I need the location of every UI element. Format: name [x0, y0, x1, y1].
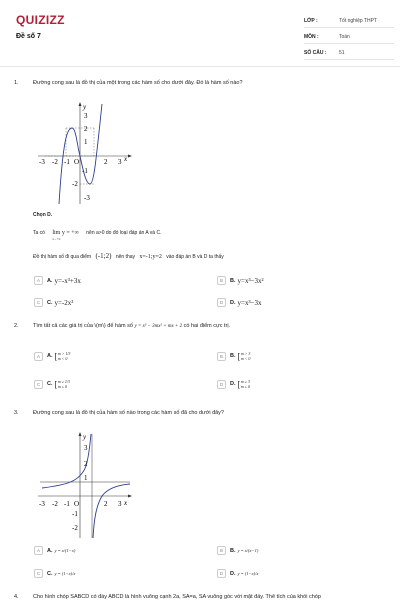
svg-text:-2: -2 — [72, 524, 78, 532]
q1-option-a[interactable]: A A. y=-x³+3x — [34, 275, 81, 286]
q3-option-a[interactable]: A A. y = x/(1−x) — [34, 545, 75, 556]
q3-option-b[interactable]: B B. y = x/(x−1) — [217, 545, 258, 556]
option-box: B — [217, 276, 226, 285]
meta-row-subject: MÔN : Toán — [304, 31, 394, 44]
option-box: A — [34, 276, 43, 285]
option-box: D — [217, 380, 226, 389]
option-box: D — [217, 569, 226, 578]
q3-option-d[interactable]: D D. y = (1−x)/x — [217, 568, 258, 579]
svg-text:3: 3 — [118, 158, 122, 166]
svg-text:3: 3 — [84, 444, 88, 452]
q3-y-label: y — [83, 433, 87, 441]
q1-option-b[interactable]: B B. y=x³−3x² — [217, 275, 264, 286]
svg-text:-2: -2 — [52, 500, 58, 508]
option-box: A — [34, 352, 43, 361]
meta-row-count: SỐ CÂU : 51 — [304, 47, 394, 60]
svg-text:3: 3 — [84, 112, 88, 120]
svg-text:2: 2 — [104, 158, 108, 166]
question-text: Đường cong sau là đồ thị của một trong các hàm số cho dưới đây. Đó là hàm số nào? — [33, 80, 243, 86]
svg-text:-2: -2 — [52, 158, 58, 166]
option-box: B — [217, 546, 226, 555]
q3-hyperbola-graph — [36, 430, 136, 540]
svg-text:-3: -3 — [84, 194, 90, 202]
quizizz-logo: QUIZIZZ — [16, 13, 65, 27]
svg-text:2: 2 — [84, 460, 88, 468]
svg-text:1: 1 — [84, 138, 88, 146]
q3-x-label: x — [124, 499, 128, 507]
exam-meta — [304, 15, 394, 63]
svg-text:-1: -1 — [82, 167, 88, 175]
q1-origin-label: O — [74, 158, 80, 166]
svg-text:-1: -1 — [64, 158, 70, 166]
svg-text:-3: -3 — [39, 500, 45, 508]
meta-row-class: LỚP : Tốt nghiệp THPT — [304, 15, 394, 28]
svg-text:-3: -3 — [39, 158, 45, 166]
q1-y-label: y — [83, 103, 87, 111]
question-text: Cho hình chóp SABCD có đáy ABCD là hình vuông cạnh 2a, SA=a, SA vuông góc với mặt đáy. Thể tích của khối chóp — [33, 594, 321, 600]
q2-option-d[interactable]: D D. [ m ≥ 3 m ≤ 0 — [217, 375, 250, 393]
option-box: C — [34, 569, 43, 578]
option-box: C — [34, 298, 43, 307]
q1-x-label: x — [124, 155, 128, 163]
option-box: D — [217, 298, 226, 307]
q1-solution-line2: Đồ thị hàm số đi qua điểm (-1;2) nên thay x=-1;y=2 vào đáp án B và D ta thấy — [33, 252, 224, 260]
exam-title: Đề số 7 — [16, 33, 41, 40]
q1-cubic-graph — [36, 100, 136, 208]
svg-text:-1: -1 — [64, 500, 70, 508]
header-divider — [0, 66, 400, 67]
svg-text:2: 2 — [84, 125, 88, 133]
q1-option-d[interactable]: D D. y=x³−3x — [217, 297, 262, 308]
svg-text:2: 2 — [104, 500, 108, 508]
q1-option-c[interactable]: C C. y=-2x³ — [34, 297, 73, 308]
q2-option-a[interactable]: A A. [ m > 1/3 m < 0 — [34, 347, 70, 365]
q3-option-c[interactable]: C C. y = (1−x)/x — [34, 568, 75, 579]
q2-option-b[interactable]: B B. [ m > 3 m < 0 — [217, 347, 250, 365]
q2-option-c[interactable]: C C. [ m ≥ 1/3 m ≤ 0 — [34, 375, 70, 393]
svg-text:-2: -2 — [72, 180, 78, 188]
question-text: Đường cong sau là đồ thị của hàm số nào trong các hàm số đã cho dưới đây? — [33, 410, 224, 416]
option-box: C — [34, 380, 43, 389]
svg-text:1: 1 — [84, 474, 88, 482]
q1-chosen-answer: Chọn D. — [33, 212, 53, 218]
svg-text:-1: -1 — [72, 510, 78, 518]
option-box: A — [34, 546, 43, 555]
question-text: Tìm tất cả các giá trị của \(m\) để hàm số y = x³ − 3mx² + mx + 2 có hai điểm cực trị. — [33, 323, 231, 329]
q3-origin-label: O — [74, 500, 80, 508]
header — [0, 0, 400, 62]
svg-text:3: 3 — [118, 500, 122, 508]
q1-solution-line1: Ta có lim y = +∞ x→+∞ nên a>0 do đó loại đáp án A và C. — [33, 230, 162, 241]
option-box: B — [217, 352, 226, 361]
